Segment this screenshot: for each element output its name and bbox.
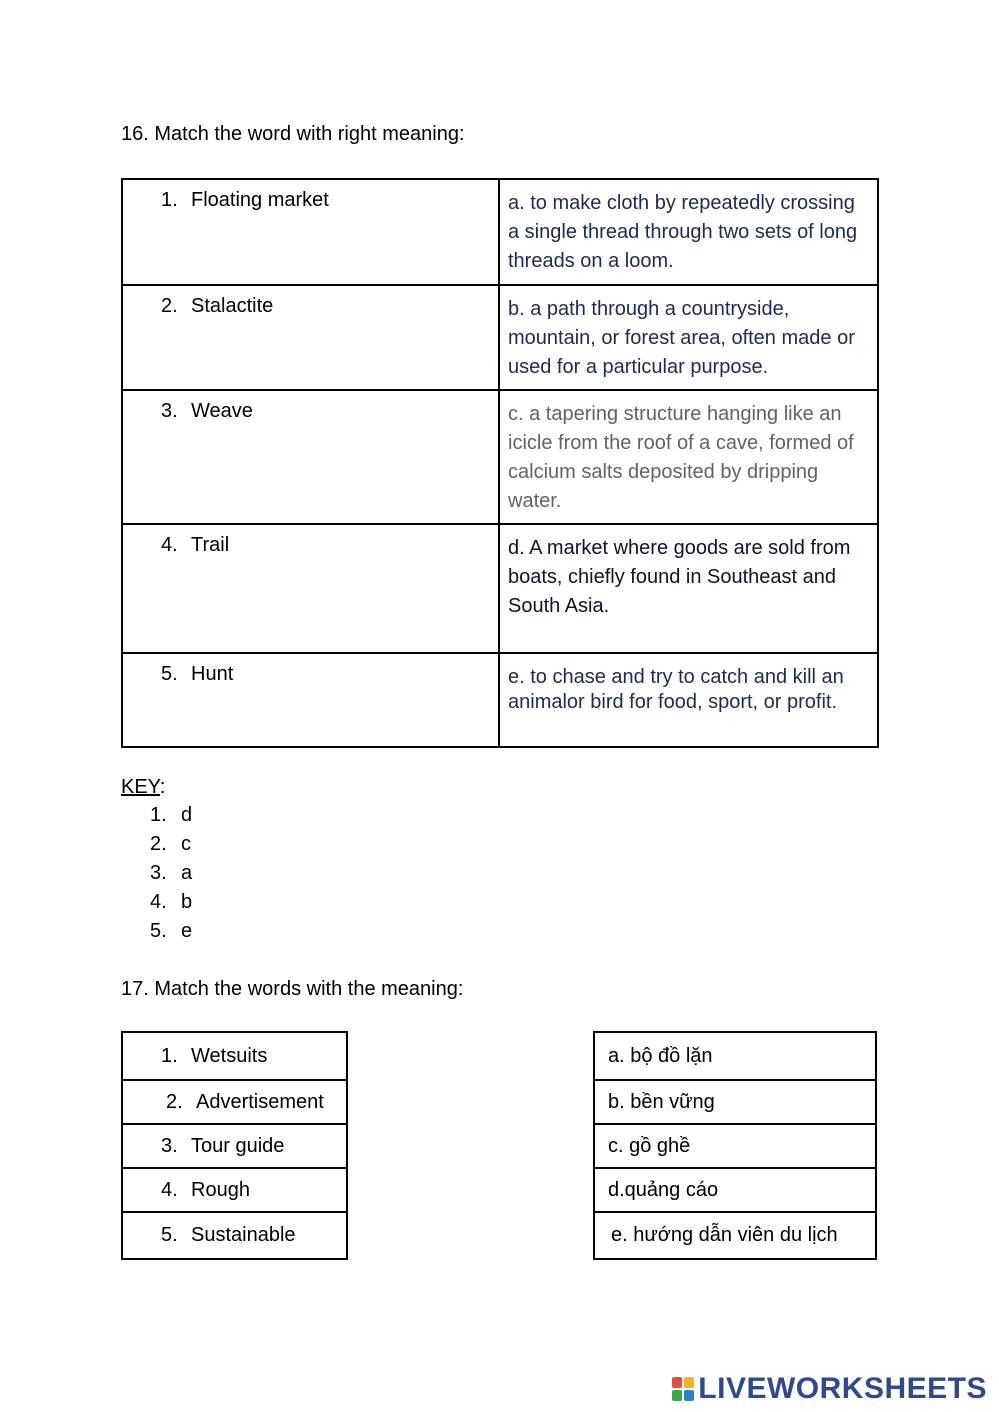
list-item xyxy=(150,890,192,919)
table-row xyxy=(122,390,878,524)
logo-square-blue xyxy=(684,1390,694,1401)
logo-square-yellow xyxy=(684,1377,694,1388)
word-cell xyxy=(122,1168,347,1212)
definition-cell: a. to make cloth by repeatedly crossing a single thread through two sets of long threads on a loom. xyxy=(499,179,878,285)
table-row xyxy=(122,1080,347,1124)
table-row xyxy=(594,1124,876,1168)
item-number: 4. xyxy=(161,534,178,556)
table-row xyxy=(594,1168,876,1212)
word-cell xyxy=(122,1124,347,1168)
word-text: Weave xyxy=(191,400,253,422)
word-cell xyxy=(122,653,499,747)
definition-cell: d. A market where goods are sold from boats, chiefly found in Southeast and South Asia. xyxy=(499,524,878,653)
word-text: Stalactite xyxy=(191,295,274,317)
item-number: 5. xyxy=(161,1224,178,1246)
question-16-title: 16. Match the word with right meaning: xyxy=(121,123,465,145)
item-number: 1. xyxy=(161,189,178,211)
word-text: Trail xyxy=(191,534,230,556)
word-cell xyxy=(122,179,499,285)
definition-cell: b. a path through a countryside, mountain, or forest area, often made or used for a particular purpose. xyxy=(499,285,878,390)
key-label: KEY xyxy=(121,776,160,798)
definition-cell: c. a tapering structure hanging like an icicle from the roof of a cave, formed of calcium salts deposited by dripping water. xyxy=(499,390,878,524)
question-16-match-table xyxy=(121,178,879,748)
logo-text: LIVEWORKSHEETS xyxy=(698,1372,987,1405)
question-17-words-table xyxy=(121,1031,348,1260)
table-row xyxy=(594,1212,876,1259)
item-number: 1. xyxy=(161,1044,178,1067)
meaning-cell: a. bộ đồ lặn xyxy=(594,1032,876,1080)
word-text: Sustainable xyxy=(191,1224,296,1246)
table-row xyxy=(122,1212,347,1259)
answer-key-title xyxy=(121,775,165,799)
word-cell xyxy=(122,1080,347,1124)
word-text: Hunt xyxy=(191,663,234,685)
table-row xyxy=(594,1032,876,1080)
table-row xyxy=(594,1080,876,1124)
logo-square-red xyxy=(672,1377,682,1388)
key-colon: : xyxy=(159,776,166,798)
key-number: 3. xyxy=(150,862,167,884)
table-row xyxy=(122,285,878,390)
key-number: 5. xyxy=(150,920,167,942)
table-row xyxy=(122,1032,347,1080)
definition-cell: e. to chase and try to catch and kill an animalor bird for food, sport, or profit. xyxy=(499,653,878,747)
word-cell xyxy=(122,1032,347,1080)
key-answer: d xyxy=(181,804,193,826)
logo-square-green xyxy=(672,1390,682,1401)
meaning-cell: e. hướng dẫn viên du lịch xyxy=(594,1212,876,1259)
liveworksheets-logo-icon xyxy=(672,1377,694,1401)
key-answer: b xyxy=(181,891,193,913)
table-row xyxy=(122,653,878,747)
list-item xyxy=(150,803,192,832)
word-text: Rough xyxy=(191,1178,250,1201)
item-number: 5. xyxy=(161,663,178,685)
word-cell xyxy=(122,524,499,653)
item-number: 3. xyxy=(161,400,178,422)
word-text: Floating market xyxy=(191,189,329,211)
key-number: 1. xyxy=(150,804,167,826)
meaning-cell: c. gồ ghề xyxy=(594,1124,876,1168)
question-17-meanings-table xyxy=(593,1031,877,1260)
word-cell xyxy=(122,285,499,390)
key-number: 4. xyxy=(150,891,167,913)
item-number: 4. xyxy=(161,1178,178,1201)
list-item xyxy=(150,919,192,948)
list-item xyxy=(150,832,192,861)
key-number: 2. xyxy=(150,833,167,855)
table-row xyxy=(122,524,878,653)
item-number: 2. xyxy=(161,295,178,317)
word-text: Wetsuits xyxy=(191,1044,268,1067)
item-number: 3. xyxy=(161,1134,178,1157)
meaning-cell: b. bền vững xyxy=(594,1080,876,1124)
key-answer: a xyxy=(181,862,193,884)
list-item xyxy=(150,861,192,890)
meaning-cell: d.quảng cáo xyxy=(594,1168,876,1212)
table-row xyxy=(122,179,878,285)
question-17-title: 17. Match the words with the meaning: xyxy=(121,978,464,1000)
liveworksheets-logo xyxy=(672,1374,987,1404)
word-text: Tour guide xyxy=(191,1134,285,1157)
word-text: Advertisement xyxy=(196,1090,324,1113)
key-answer: c xyxy=(181,833,191,855)
word-cell xyxy=(122,1212,347,1259)
key-answer: e xyxy=(181,920,193,942)
table-row xyxy=(122,1124,347,1168)
word-cell xyxy=(122,390,499,524)
table-row xyxy=(122,1168,347,1212)
item-number: 2. xyxy=(166,1090,183,1113)
answer-key-list xyxy=(150,803,192,948)
